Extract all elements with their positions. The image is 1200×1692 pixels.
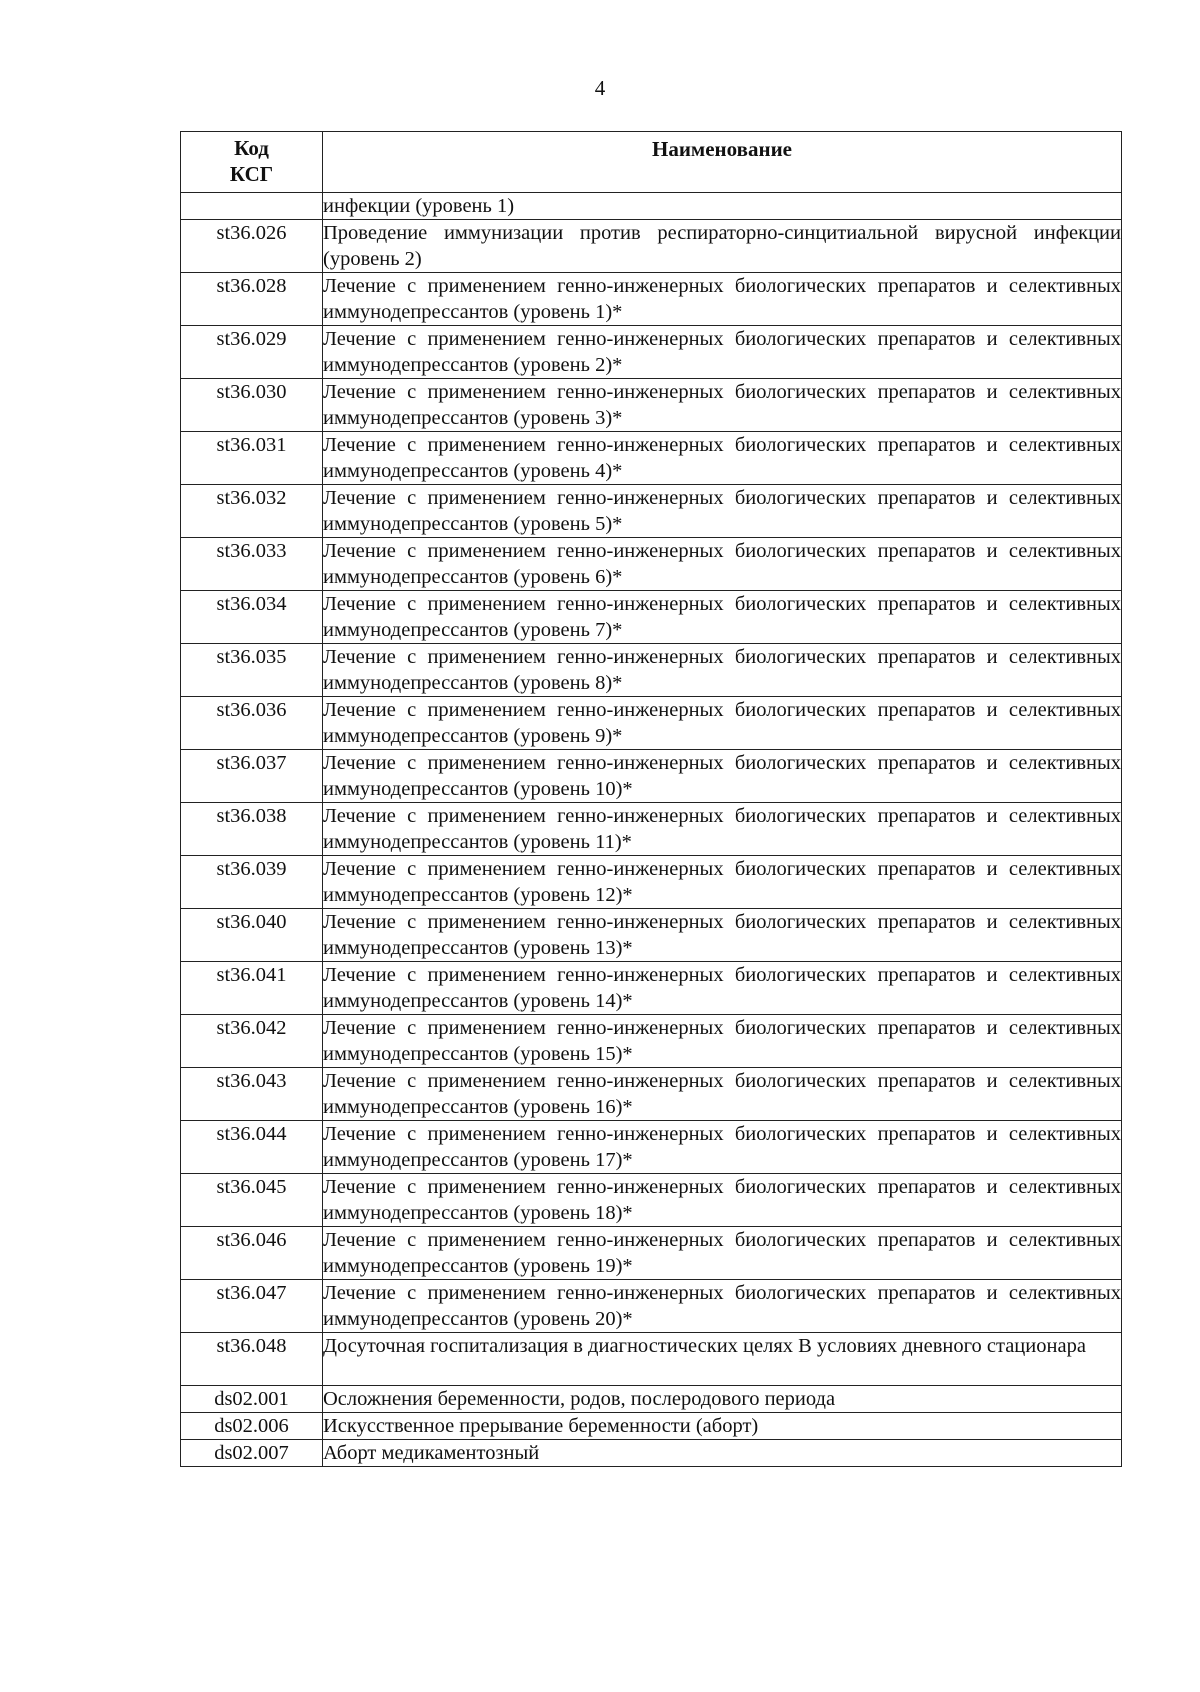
ksg-code-cell: st36.039 [181, 856, 323, 909]
ksg-name-cell: Лечение с применением генно-инженерных биологических препаратов и селективных иммунодепрессантов (уровень 3)* [323, 379, 1122, 432]
ksg-name-cell: Лечение с применением генно-инженерных биологических препаратов и селективных иммунодепрессантов (уровень 12)* [323, 856, 1122, 909]
ksg-name-cell: Лечение с применением генно-инженерных биологических препаратов и селективных иммунодепрессантов (уровень 2)* [323, 326, 1122, 379]
ksg-name-cell: Лечение с применением генно-инженерных биологических препаратов и селективных иммунодепрессантов (уровень 4)* [323, 432, 1122, 485]
ksg-code-cell: st36.042 [181, 1015, 323, 1068]
ksg-name-cell: Лечение с применением генно-инженерных биологических препаратов и селективных иммунодепрессантов (уровень 16)* [323, 1068, 1122, 1121]
ksg-code-cell: ds02.001 [181, 1386, 323, 1413]
table-row [181, 1413, 1122, 1440]
ksg-name-cell: Аборт медикаментозный [323, 1440, 1122, 1467]
ksg-name-cell: Лечение с применением генно-инженерных биологических препаратов и селективных иммунодепрессантов (уровень 9)* [323, 697, 1122, 750]
ksg-code-cell: st36.035 [181, 644, 323, 697]
ksg-code-cell: st36.029 [181, 326, 323, 379]
ksg-code-cell: st36.026 [181, 220, 323, 273]
ksg-name-cell: Лечение с применением генно-инженерных биологических препаратов и селективных иммунодепрессантов (уровень 7)* [323, 591, 1122, 644]
table-row [181, 644, 1122, 697]
table-row [181, 1227, 1122, 1280]
header-code: Код КСГ [181, 132, 323, 193]
ksg-name-cell: Лечение с применением генно-инженерных биологических препаратов и селективных иммунодепрессантов (уровень 19)* [323, 1227, 1122, 1280]
table-body [181, 193, 1122, 1467]
ksg-code-cell: ds02.007 [181, 1440, 323, 1467]
ksg-code-cell [181, 193, 323, 220]
ksg-code-cell: st36.046 [181, 1227, 323, 1280]
ksg-code-cell: st36.034 [181, 591, 323, 644]
ksg-name-cell: инфекции (уровень 1) [323, 193, 1122, 220]
ksg-name-cell: Лечение с применением генно-инженерных биологических препаратов и селективных иммунодепрессантов (уровень 8)* [323, 644, 1122, 697]
ksg-name-cell: Лечение с применением генно-инженерных биологических препаратов и селективных иммунодепрессантов (уровень 14)* [323, 962, 1122, 1015]
table-row [181, 432, 1122, 485]
page-number: 4 [594, 76, 606, 100]
table-row [181, 193, 1122, 220]
ksg-name-cell: Лечение с применением генно-инженерных биологических препаратов и селективных иммунодепрессантов (уровень 13)* [323, 909, 1122, 962]
ksg-code-cell: st36.038 [181, 803, 323, 856]
table-header-row [181, 132, 1122, 193]
table-row [181, 1386, 1122, 1413]
ksg-name-cell: Лечение с применением генно-инженерных биологических препаратов и селективных иммунодепрессантов (уровень 15)* [323, 1015, 1122, 1068]
ksg-code-cell: ds02.006 [181, 1413, 323, 1440]
ksg-code-cell: st36.043 [181, 1068, 323, 1121]
ksg-code-cell: st36.031 [181, 432, 323, 485]
header-name: Наименование [323, 132, 1122, 193]
table-row [181, 273, 1122, 326]
table-row [181, 1174, 1122, 1227]
ksg-code-cell: st36.048 [181, 1333, 323, 1386]
table-row [181, 909, 1122, 962]
table-row [181, 856, 1122, 909]
ksg-code-cell: st36.041 [181, 962, 323, 1015]
ksg-code-cell: st36.028 [181, 273, 323, 326]
ksg-code-cell: st36.040 [181, 909, 323, 962]
table-row [181, 326, 1122, 379]
ksg-name-cell: Лечение с применением генно-инженерных биологических препаратов и селективных иммунодепрессантов (уровень 11)* [323, 803, 1122, 856]
ksg-name-cell: Лечение с применением генно-инженерных биологических препаратов и селективных иммунодепрессантов (уровень 18)* [323, 1174, 1122, 1227]
ksg-name-cell: Лечение с применением генно-инженерных биологических препаратов и селективных иммунодепрессантов (уровень 17)* [323, 1121, 1122, 1174]
table-row [181, 697, 1122, 750]
ksg-code-cell: st36.045 [181, 1174, 323, 1227]
ksg-name-cell: Искусственное прерывание беременности (аборт) [323, 1413, 1122, 1440]
table-row [181, 1121, 1122, 1174]
ksg-code-cell: st36.032 [181, 485, 323, 538]
ksg-name-cell: Досуточная госпитализация в диагностических целях В условиях дневного стационара [323, 1333, 1122, 1386]
table-row [181, 485, 1122, 538]
ksg-name-cell: Лечение с применением генно-инженерных биологических препаратов и селективных иммунодепрессантов (уровень 6)* [323, 538, 1122, 591]
table-row [181, 1068, 1122, 1121]
table-row [181, 1440, 1122, 1467]
ksg-code-cell: st36.047 [181, 1280, 323, 1333]
ksg-code-cell: st36.030 [181, 379, 323, 432]
table-row [181, 379, 1122, 432]
table-row [181, 220, 1122, 273]
ksg-code-cell: st36.044 [181, 1121, 323, 1174]
table-row [181, 1333, 1122, 1386]
ksg-name-cell: Лечение с применением генно-инженерных биологических препаратов и селективных иммунодепрессантов (уровень 10)* [323, 750, 1122, 803]
ksg-name-cell: Осложнения беременности, родов, послеродового периода [323, 1386, 1122, 1413]
ksg-code-cell: st36.036 [181, 697, 323, 750]
ksg-code-cell: st36.037 [181, 750, 323, 803]
ksg-table [180, 131, 1122, 1467]
ksg-name-cell: Лечение с применением генно-инженерных биологических препаратов и селективных иммунодепрессантов (уровень 5)* [323, 485, 1122, 538]
ksg-code-cell: st36.033 [181, 538, 323, 591]
table-row [181, 538, 1122, 591]
table-row [181, 803, 1122, 856]
table-row [181, 750, 1122, 803]
ksg-name-cell: Лечение с применением генно-инженерных биологических препаратов и селективных иммунодепрессантов (уровень 20)* [323, 1280, 1122, 1333]
table-row [181, 591, 1122, 644]
ksg-name-cell: Проведение иммунизации против респираторно-синцитиальной вирусной инфекции (уровень 2) [323, 220, 1122, 273]
table-row [181, 1280, 1122, 1333]
table-row [181, 1015, 1122, 1068]
table-row [181, 962, 1122, 1015]
ksg-name-cell: Лечение с применением генно-инженерных биологических препаратов и селективных иммунодепрессантов (уровень 1)* [323, 273, 1122, 326]
